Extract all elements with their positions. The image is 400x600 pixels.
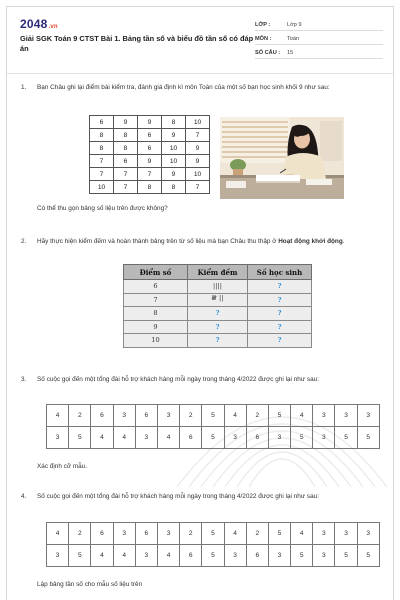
calls-cell: 3 — [313, 545, 335, 567]
calls-cell: 5 — [357, 545, 379, 567]
score-cell: 9 — [162, 129, 186, 142]
calls-cell: 4 — [157, 427, 179, 449]
header-divider — [7, 73, 393, 74]
calls-cell: 6 — [135, 523, 157, 545]
table-row — [90, 142, 210, 155]
meta-value: 15 — [287, 50, 294, 56]
score-cell: 10 — [186, 116, 210, 129]
score-cell: 9 — [138, 116, 162, 129]
calls-cell: 3 — [113, 523, 135, 545]
calls-cell: 5 — [335, 545, 357, 567]
calls-cell: 4 — [157, 545, 179, 567]
score-cell: 7 — [186, 129, 210, 142]
score-cell: 7 — [90, 155, 114, 168]
question-text: Số cuộc gọi đến một tổng đài hỗ trợ khách hàng mỗi ngày trong tháng 4/2022 được ghi lại như sau: — [37, 493, 319, 500]
question-text-plain: Hãy thực hiện kiểm đếm và hoàn thành bảng trên từ số liệu mà bạn Châu thu thập ở — [37, 238, 279, 245]
calls-cell: 3 — [357, 523, 379, 545]
tally-cell: ? — [188, 334, 248, 348]
calls-cell: 3 — [47, 545, 69, 567]
calls-cell: 5 — [268, 523, 290, 545]
table-row — [90, 129, 210, 142]
calls-table-q3 — [46, 404, 380, 449]
calls-cell: 4 — [113, 427, 135, 449]
score-cell: 6 — [124, 280, 188, 294]
calls-cell: 5 — [291, 545, 313, 567]
table-row — [124, 334, 312, 348]
meta-key: LỚP : — [255, 22, 271, 28]
question-text — [37, 237, 387, 247]
score-cell: 7 — [114, 168, 138, 181]
count-cell: ? — [248, 334, 312, 348]
score-cell: 8 — [114, 142, 138, 155]
score-cell: 7 — [124, 293, 188, 307]
calls-table-q4 — [46, 522, 380, 567]
table-row — [47, 523, 380, 545]
score-cell: 9 — [186, 155, 210, 168]
table-row — [124, 307, 312, 321]
meta-value: Lớp 9 — [287, 22, 302, 28]
calls-cell: 3 — [157, 523, 179, 545]
calls-cell: 3 — [313, 405, 335, 427]
score-cell: 6 — [138, 142, 162, 155]
score-cell: 9 — [186, 142, 210, 155]
calls-cell: 5 — [202, 405, 224, 427]
calls-cell: 6 — [180, 545, 202, 567]
question-text-bold: Hoạt động khởi động — [278, 238, 343, 245]
tally-cell: ? — [188, 320, 248, 334]
score-cell: 7 — [186, 181, 210, 194]
score-cell: 9 — [138, 155, 162, 168]
tally-cell: 𝍸 || — [188, 293, 248, 307]
calls-cell: 2 — [69, 523, 91, 545]
calls-cell: 4 — [91, 427, 113, 449]
calls-cell: 4 — [113, 545, 135, 567]
calls-cell: 5 — [69, 427, 91, 449]
question-number: 3. — [21, 376, 27, 383]
score-cell: 10 — [186, 168, 210, 181]
scores-table — [89, 115, 210, 194]
calls-cell: 3 — [135, 427, 157, 449]
calls-cell: 6 — [135, 405, 157, 427]
calls-cell: 3 — [335, 405, 357, 427]
document-title: Giải SGK Toán 9 CTST Bài 1. Bảng tần số và biểu đồ tần số có đáp án — [20, 34, 254, 53]
question-1-followup: Có thể thu gọn bảng số liệu trên được không? — [37, 205, 168, 212]
calls-cell: 6 — [180, 427, 202, 449]
question-3-followup: Xác định cỡ mẫu. — [37, 463, 88, 470]
score-cell: 6 — [138, 129, 162, 142]
tally-cell: ? — [188, 307, 248, 321]
calls-cell: 3 — [268, 427, 290, 449]
calls-cell: 4 — [291, 523, 313, 545]
score-cell: 8 — [138, 181, 162, 194]
score-cell: 6 — [90, 116, 114, 129]
calls-cell: 6 — [91, 523, 113, 545]
document-header — [7, 7, 393, 69]
calls-cell: 3 — [335, 523, 357, 545]
calls-cell: 2 — [180, 405, 202, 427]
meta-row-grade — [255, 17, 383, 31]
calls-cell: 3 — [135, 545, 157, 567]
question-4-followup: Lập bảng tần số cho mẫu số liệu trên — [37, 581, 143, 588]
question-text: Số cuộc gọi đến một tổng đài hỗ trợ khách hàng mỗi ngày trong tháng 4/2022 được ghi lại như sau: — [37, 376, 319, 383]
question-number: 1. — [21, 84, 27, 91]
calls-cell: 4 — [291, 405, 313, 427]
site-logo[interactable] — [20, 17, 58, 31]
calls-cell: 3 — [268, 545, 290, 567]
calls-cell: 6 — [91, 405, 113, 427]
question-number: 2. — [21, 238, 27, 245]
count-cell: ? — [248, 293, 312, 307]
calls-cell: 5 — [335, 427, 357, 449]
meta-row-subject — [255, 31, 383, 45]
table-row — [47, 427, 380, 449]
score-cell: 8 — [124, 307, 188, 321]
score-cell: 9 — [114, 116, 138, 129]
score-cell: 8 — [90, 129, 114, 142]
student-photo — [220, 117, 344, 199]
score-cell: 8 — [162, 181, 186, 194]
count-cell: ? — [248, 307, 312, 321]
count-cell: ? — [248, 320, 312, 334]
score-cell: 6 — [114, 155, 138, 168]
score-cell: 8 — [114, 129, 138, 142]
calls-cell: 3 — [313, 523, 335, 545]
calls-cell: 2 — [246, 523, 268, 545]
table-row — [47, 545, 380, 567]
logo-main: 2048 — [20, 17, 48, 31]
calls-cell: 3 — [47, 427, 69, 449]
meta-value: Toán — [287, 36, 300, 42]
meta-panel — [255, 17, 383, 59]
calls-cell: 2 — [180, 523, 202, 545]
col-header-tally: Kiểm đếm — [188, 265, 248, 280]
tally-cell: |||| — [188, 280, 248, 294]
score-cell: 10 — [90, 181, 114, 194]
table-row — [47, 405, 380, 427]
score-cell: 8 — [162, 116, 186, 129]
calls-cell: 5 — [202, 523, 224, 545]
calls-cell: 5 — [357, 427, 379, 449]
calls-cell: 4 — [91, 545, 113, 567]
score-cell: 9 — [124, 320, 188, 334]
calls-cell: 6 — [246, 545, 268, 567]
table-row — [90, 168, 210, 181]
calls-cell: 5 — [202, 545, 224, 567]
table-row — [90, 155, 210, 168]
meta-row-question-count — [255, 45, 383, 59]
tally-table — [123, 264, 312, 348]
table-row — [124, 280, 312, 294]
calls-cell: 4 — [47, 405, 69, 427]
calls-cell: 4 — [224, 405, 246, 427]
score-cell: 10 — [162, 155, 186, 168]
calls-cell: 4 — [47, 523, 69, 545]
calls-cell: 5 — [202, 427, 224, 449]
calls-cell: 5 — [291, 427, 313, 449]
student-studying-illustration — [220, 117, 344, 199]
calls-cell: 3 — [313, 427, 335, 449]
calls-cell: 5 — [69, 545, 91, 567]
table-row — [90, 181, 210, 194]
meta-key: SỐ CÂU : — [255, 50, 281, 56]
score-cell: 7 — [90, 168, 114, 181]
question-number: 4. — [21, 493, 27, 500]
score-cell: 10 — [162, 142, 186, 155]
score-cell: 8 — [90, 142, 114, 155]
calls-cell: 4 — [224, 523, 246, 545]
score-cell: 7 — [114, 181, 138, 194]
score-cell: 9 — [162, 168, 186, 181]
calls-cell: 2 — [69, 405, 91, 427]
calls-cell: 5 — [268, 405, 290, 427]
count-cell: ? — [248, 280, 312, 294]
document-page — [6, 6, 394, 600]
calls-cell: 2 — [246, 405, 268, 427]
logo-suffix: .vn — [48, 24, 58, 30]
calls-cell: 3 — [224, 427, 246, 449]
score-cell: 7 — [138, 168, 162, 181]
col-header-count: Số học sinh — [248, 265, 312, 280]
question-text-end: . — [342, 238, 345, 245]
meta-key: MÔN : — [255, 36, 272, 42]
score-cell: 10 — [124, 334, 188, 348]
calls-cell: 3 — [113, 405, 135, 427]
question-text: Bạn Châu ghi lại điểm bài kiểm tra, đánh giá định kì môn Toán của một số bạn học sinh khối 9 như sau: — [37, 84, 330, 91]
calls-cell: 6 — [246, 427, 268, 449]
calls-cell: 3 — [157, 405, 179, 427]
table-row — [124, 293, 312, 307]
table-row — [90, 116, 210, 129]
calls-cell: 3 — [357, 405, 379, 427]
calls-cell: 3 — [224, 545, 246, 567]
col-header-score: Điểm số — [124, 265, 188, 280]
table-row — [124, 320, 312, 334]
